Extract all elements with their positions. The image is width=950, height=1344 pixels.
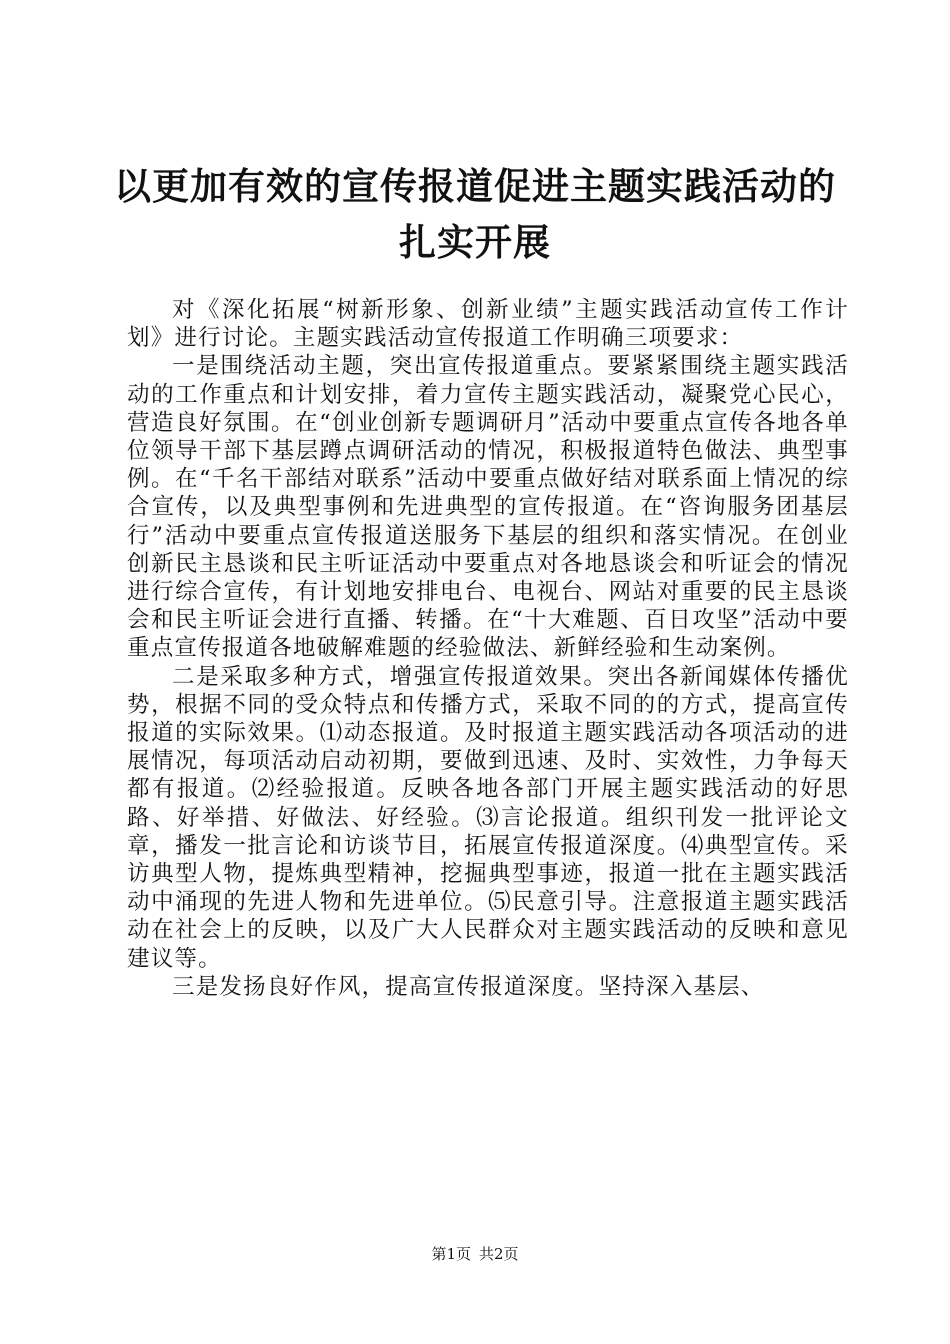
page-number-total: 共2页 bbox=[479, 1245, 519, 1263]
paragraph-intro: 对《深化拓展“树新形象、创新业绩”主题实践活动宣传工作计划》进行讨论。主题实践活动宣传报道工作明确三项要求： bbox=[127, 297, 849, 352]
document-title: 以更加有效的宣传报道促进主题实践活动的扎实开展 bbox=[114, 164, 836, 264]
document-body bbox=[127, 296, 849, 1001]
paragraph-requirement-2: 二是采取多种方式，增强宣传报道效果。突出各新闻媒体传播优势，根据不同的受众特点和传播方式，采取不同的的方式，提高宣传报道的实际效果。⑴动态报道。及时报道主题实践活动各项活动的进展情况，每项活动启动初期，要做到迅速、及时、实效性，力争每天都有报道。⑵经验报道。反映各地各部门开展主题实践活动的好思路、好举措、好做法、好经验。⑶言论报道。组织刊发一批评论文章，播发一批言论和访谈节目，拓展宣传报道深度。⑷典型宣传。采访典型人物，提炼典型精神，挖掘典型事迹，报道一批在主题实践活动中涌现的先进人物和先进单位。⑸民意引导。注意报道主题实践活动在社会上的反映，以及广大人民群众对主题实践活动的反映和意见建议等。 bbox=[127, 663, 849, 972]
paragraph-requirement-3: 三是发扬良好作风，提高宣传报道深度。坚持深入基层、 bbox=[172, 973, 765, 1000]
page-number-current: 第1页 bbox=[431, 1245, 471, 1263]
page-footer bbox=[0, 1244, 950, 1264]
paragraph-requirement-1: 一是围绕活动主题，突出宣传报道重点。要紧紧围绕主题实践活动的工作重点和计划安排，着力宣传主题实践活动，凝聚党心民心，营造良好氛围。在“创业创新专题调研月”活动中要重点宣传各地各单位领导干部下基层蹲点调研活动的情况，积极报道特色做法、典型事例。在“千名干部结对联系”活动中要重点做好结对联系面上情况的综合宣传，以及典型事例和先进典型的宣传报道。在“咨询服务团基层行”活动中要重点宣传报道送服务下基层的组织和落实情况。在创业创新民主恳谈和民主听证活动中要重点对各地恳谈会和听证会的情况进行综合宣传，有计划地安排电台、电视台、网站对重要的民主恳谈会和民主听证会进行直播、转播。在“十大难题、百日攻坚”活动中要重点宣传报道各地破解难题的经验做法、新鲜经验和生动案例。 bbox=[127, 353, 849, 662]
